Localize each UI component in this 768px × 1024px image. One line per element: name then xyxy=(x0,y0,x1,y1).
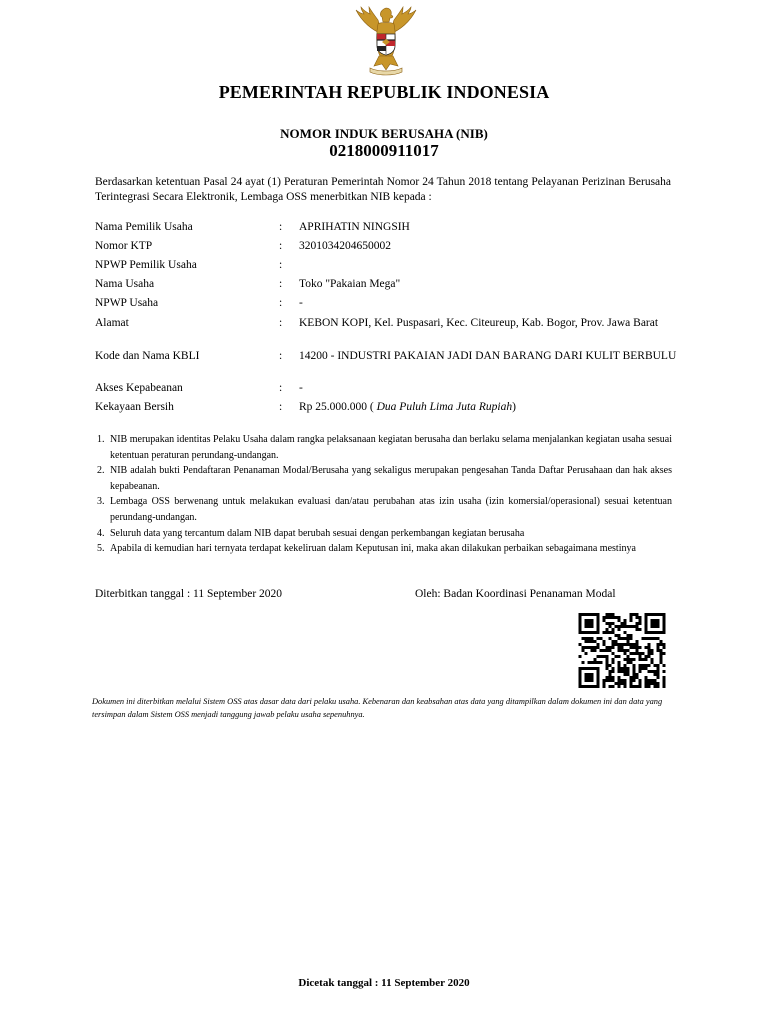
note-text: NIB merupakan identitas Pelaku Usaha dalam rangka pelaksanaan kegiatan berusaha dan berlaku selama menjalankan kegiatan usaha sesuai ketentuan peraturan perundang-undangan. xyxy=(110,434,673,461)
issuer: Oleh: Badan Koordinasi Penanaman Modal xyxy=(415,588,616,600)
field-separator: : xyxy=(279,221,283,233)
disclaimer: Dokumen ini diterbitkan melalui Sistem OSS atas dasar data dari pelaku usaha. Kebenaran dan keabsahan atas data yang ditampilkan dalam dokumen ini dan data yang tersimpan dalam Sistem OSS menjadi tanggung jawab pelaku usaha sepenuhnya. xyxy=(92,697,663,719)
field-value xyxy=(299,401,677,414)
note-number: 2. xyxy=(97,465,105,477)
net-worth-amount: Rp 25.000.000 ( xyxy=(299,401,377,413)
note-item xyxy=(92,541,672,557)
field-label: Akses Kepabeanan xyxy=(95,382,183,394)
note-text: Apabila di kemudian hari ternyata terdapat kekeliruan dalam Keputusan ini, maka akan dilakukan perbaikan sebagaimana mestinya xyxy=(110,543,636,555)
note-text: Seluruh data yang tercantum dalam NIB dapat berubah sesuai dengan perkembangan kegiatan berusaha xyxy=(110,527,525,539)
field-label: Nama Pemilik Usaha xyxy=(95,221,193,233)
field-separator: : xyxy=(279,401,283,413)
government-title: PEMERINTAH REPUBLIK INDONESIA xyxy=(218,82,550,102)
qr-code-icon xyxy=(578,613,666,688)
net-worth-words: Dua Puluh Lima Juta Rupiah xyxy=(376,401,513,413)
field-label: Nama Usaha xyxy=(95,278,155,290)
field-value: - xyxy=(299,382,303,394)
field-separator: : xyxy=(279,297,283,309)
note-text: Lembaga OSS berwenang untuk melakukan evaluasi dan/atau perubahan atas izin usaha (izin komersial/operasional) sesuai ketentuan perundang-undangan. xyxy=(110,496,672,523)
field-separator: : xyxy=(279,259,283,271)
field-value: KEBON KOPI, Kel. Puspasari, Kec. Citeureup, Kab. Bogor, Prov. Jawa Barat xyxy=(299,317,659,329)
field-label: NPWP Usaha xyxy=(95,297,159,309)
note-item xyxy=(92,526,672,542)
field-value: - xyxy=(299,297,303,309)
note-number: 4. xyxy=(97,527,105,539)
note-number: 1. xyxy=(97,434,105,445)
document-title: NOMOR INDUK BERUSAHA (NIB) xyxy=(280,126,488,141)
field-label: Kekayaan Bersih xyxy=(95,401,174,413)
field-value: Toko "Pakaian Mega" xyxy=(299,278,401,290)
note-number: 3. xyxy=(97,496,105,508)
field-separator: : xyxy=(279,278,283,290)
issued-date: Diterbitkan tanggal : 11 September 2020 xyxy=(95,588,283,600)
field-label: Kode dan Nama KBLI xyxy=(95,350,200,362)
field-label: Alamat xyxy=(95,317,129,329)
field-label: NPWP Pemilik Usaha xyxy=(95,259,197,271)
garuda-emblem-icon xyxy=(342,4,430,80)
field-label: Nomor KTP xyxy=(95,240,153,252)
field-value: APRIHATIN NINGSIH xyxy=(299,221,410,233)
field-separator: : xyxy=(279,382,283,394)
note-number: 5. xyxy=(97,543,105,555)
field-value: 3201034204650002 xyxy=(299,240,391,252)
net-worth-suffix: ) xyxy=(512,401,516,413)
printed-date: Dicetak tanggal : 11 September 2020 xyxy=(298,977,470,989)
field-separator: : xyxy=(279,350,283,362)
nib-number: 0218000911017 xyxy=(329,141,439,160)
intro-paragraph: Berdasarkan ketentuan Pasal 24 ayat (1) Peraturan Pemerintah Nomor 24 Tahun 2018 tentang Pelayanan Perizinan Berusaha Terintegrasi Secara Elektronik, Lembaga OSS menerbitkan NIB kepada : xyxy=(95,176,671,203)
notes-list xyxy=(92,432,672,557)
note-item xyxy=(92,463,672,494)
field-separator: : xyxy=(279,317,283,329)
field-value: 14200 - INDUSTRI PAKAIAN JADI DAN BARANG DARI KULIT BERBULU xyxy=(299,350,677,362)
field-separator: : xyxy=(279,240,283,252)
note-item xyxy=(92,432,672,463)
note-item xyxy=(92,494,672,525)
note-text: NIB adalah bukti Pendaftaran Penanaman Modal/Berusaha yang sekaligus merupakan pengesahan Tanda Daftar Perusahaan dan hak akses kepabeanan. xyxy=(110,465,672,492)
